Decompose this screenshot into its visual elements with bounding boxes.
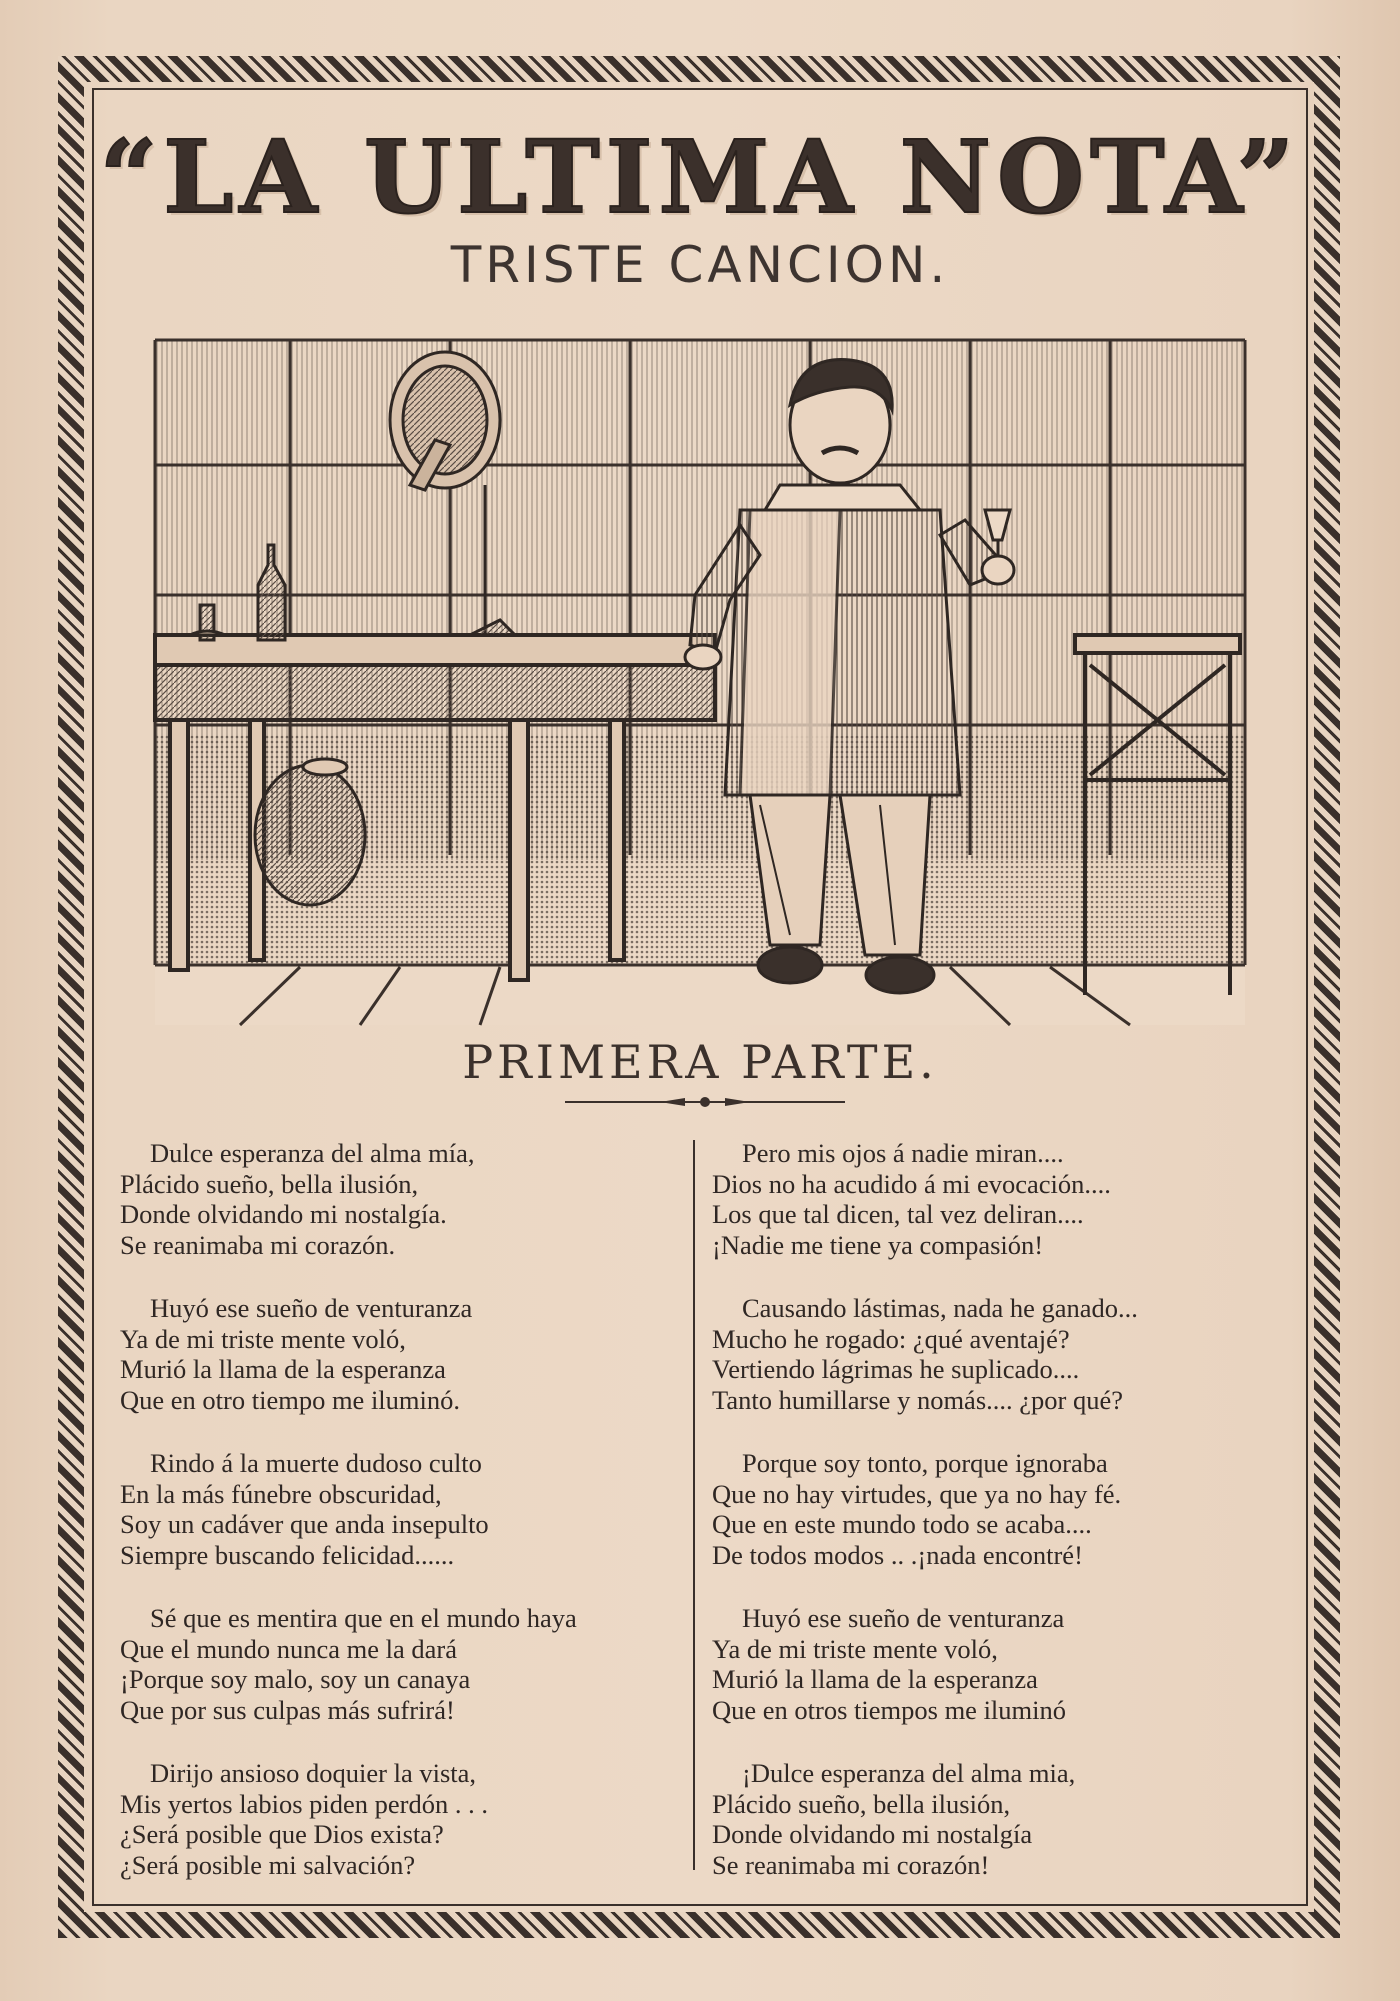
stanza bbox=[120, 1603, 720, 1725]
verse-line: ¡Dulce esperanza del alma mia, bbox=[742, 1758, 1076, 1788]
verse-line: Que por sus culpas más sufrirá! bbox=[120, 1694, 455, 1725]
verse-line: En la más fúnebre obscuridad, bbox=[120, 1478, 442, 1509]
verse-line: Que no hay virtudes, que ya no hay fé. bbox=[712, 1478, 1122, 1509]
verse-line: Murió la llama de la esperanza bbox=[712, 1664, 1038, 1694]
verse-line: Que en este mundo todo se acaba.... bbox=[712, 1509, 1092, 1539]
verse-line: Causando lástimas, nada he ganado... bbox=[742, 1293, 1138, 1323]
verse-line: Dulce esperanza del alma mía, bbox=[150, 1138, 475, 1168]
stanza bbox=[120, 1758, 720, 1880]
woodcut-illustration bbox=[150, 335, 1250, 1030]
verse-line: Porque soy tonto, porque ignoraba bbox=[742, 1448, 1108, 1478]
stanza bbox=[712, 1448, 1312, 1570]
page-title: “LA ULTIMA NOTA” bbox=[99, 118, 1301, 236]
verse-line: Donde olvidando mi nostalgía bbox=[712, 1819, 1033, 1849]
verse-line: Rindo á la muerte dudoso culto bbox=[150, 1448, 482, 1478]
verse-line: Ya de mi triste mente voló, bbox=[712, 1633, 998, 1664]
verse-line: Se reanimaba mi corazón. bbox=[120, 1229, 396, 1260]
verse-line: Plácido sueño, bella ilusión, bbox=[712, 1788, 1011, 1819]
verse-line: Sé que es mentira que en el mundo haya bbox=[150, 1603, 577, 1633]
verse-line: Se reanimaba mi corazón! bbox=[712, 1849, 990, 1880]
verse-line: Que el mundo nunca me la dará bbox=[120, 1633, 458, 1664]
verse-line: Dios no ha acudido á mi evocación.... bbox=[712, 1168, 1111, 1199]
verse-line: ¿Será posible que Dios exista? bbox=[120, 1819, 444, 1849]
verse-line: Plácido sueño, bella ilusión, bbox=[120, 1168, 419, 1199]
verse-line: De todos modos .. .¡nada encontré! bbox=[712, 1539, 1083, 1570]
stanza bbox=[712, 1138, 1312, 1260]
verse-line: Huyó ese sueño de venturanza bbox=[742, 1603, 1065, 1633]
verse-line: Vertiendo lágrimas he suplicado.... bbox=[712, 1354, 1080, 1384]
page-subtitle: TRISTE CANCION. bbox=[450, 236, 950, 294]
stanza bbox=[712, 1603, 1312, 1725]
verse-line: Pero mis ojos á nadie miran.... bbox=[742, 1138, 1064, 1168]
verse-line: Que en otros tiempos me iluminó bbox=[712, 1694, 1067, 1725]
verse-line: Soy un cadáver que anda insepulto bbox=[120, 1509, 489, 1539]
verse-line: Dirijo ansioso doquier la vista, bbox=[150, 1758, 477, 1788]
verse-line: Tanto humillarse y nomás.... ¿por qué? bbox=[712, 1384, 1123, 1415]
stanza bbox=[120, 1138, 720, 1260]
verse-line: Huyó ese sueño de venturanza bbox=[150, 1293, 473, 1323]
verse-line: ¡Porque soy malo, soy un canaya bbox=[120, 1664, 471, 1694]
verse-line: Murió la llama de la esperanza bbox=[120, 1354, 446, 1384]
verse-line: Siempre buscando felicidad...... bbox=[120, 1539, 455, 1570]
verse-line: Mis yertos labios piden perdón . . . bbox=[120, 1788, 489, 1819]
right-column bbox=[712, 1138, 1312, 1913]
verse-line: Mucho he rogado: ¿qué aventajé? bbox=[712, 1323, 1070, 1354]
section-heading: PRIMERA PARTE. bbox=[462, 1035, 938, 1089]
stanza bbox=[120, 1293, 720, 1415]
stanza bbox=[712, 1758, 1312, 1880]
verse-line: Que en otro tiempo me iluminó. bbox=[120, 1384, 461, 1415]
stanza bbox=[712, 1293, 1312, 1415]
verse-line: ¿Será posible mi salvación? bbox=[120, 1849, 416, 1880]
left-column bbox=[120, 1138, 720, 1913]
verse-line: Ya de mi triste mente voló, bbox=[120, 1323, 406, 1354]
verse-line: Donde olvidando mi nostalgía. bbox=[120, 1199, 447, 1229]
verse-line: ¡Nadie me tiene ya compasión! bbox=[712, 1229, 1044, 1260]
ornamental-rule bbox=[565, 1095, 845, 1109]
stanza bbox=[120, 1448, 720, 1570]
verse-line: Los que tal dicen, tal vez deliran.... bbox=[712, 1199, 1084, 1229]
